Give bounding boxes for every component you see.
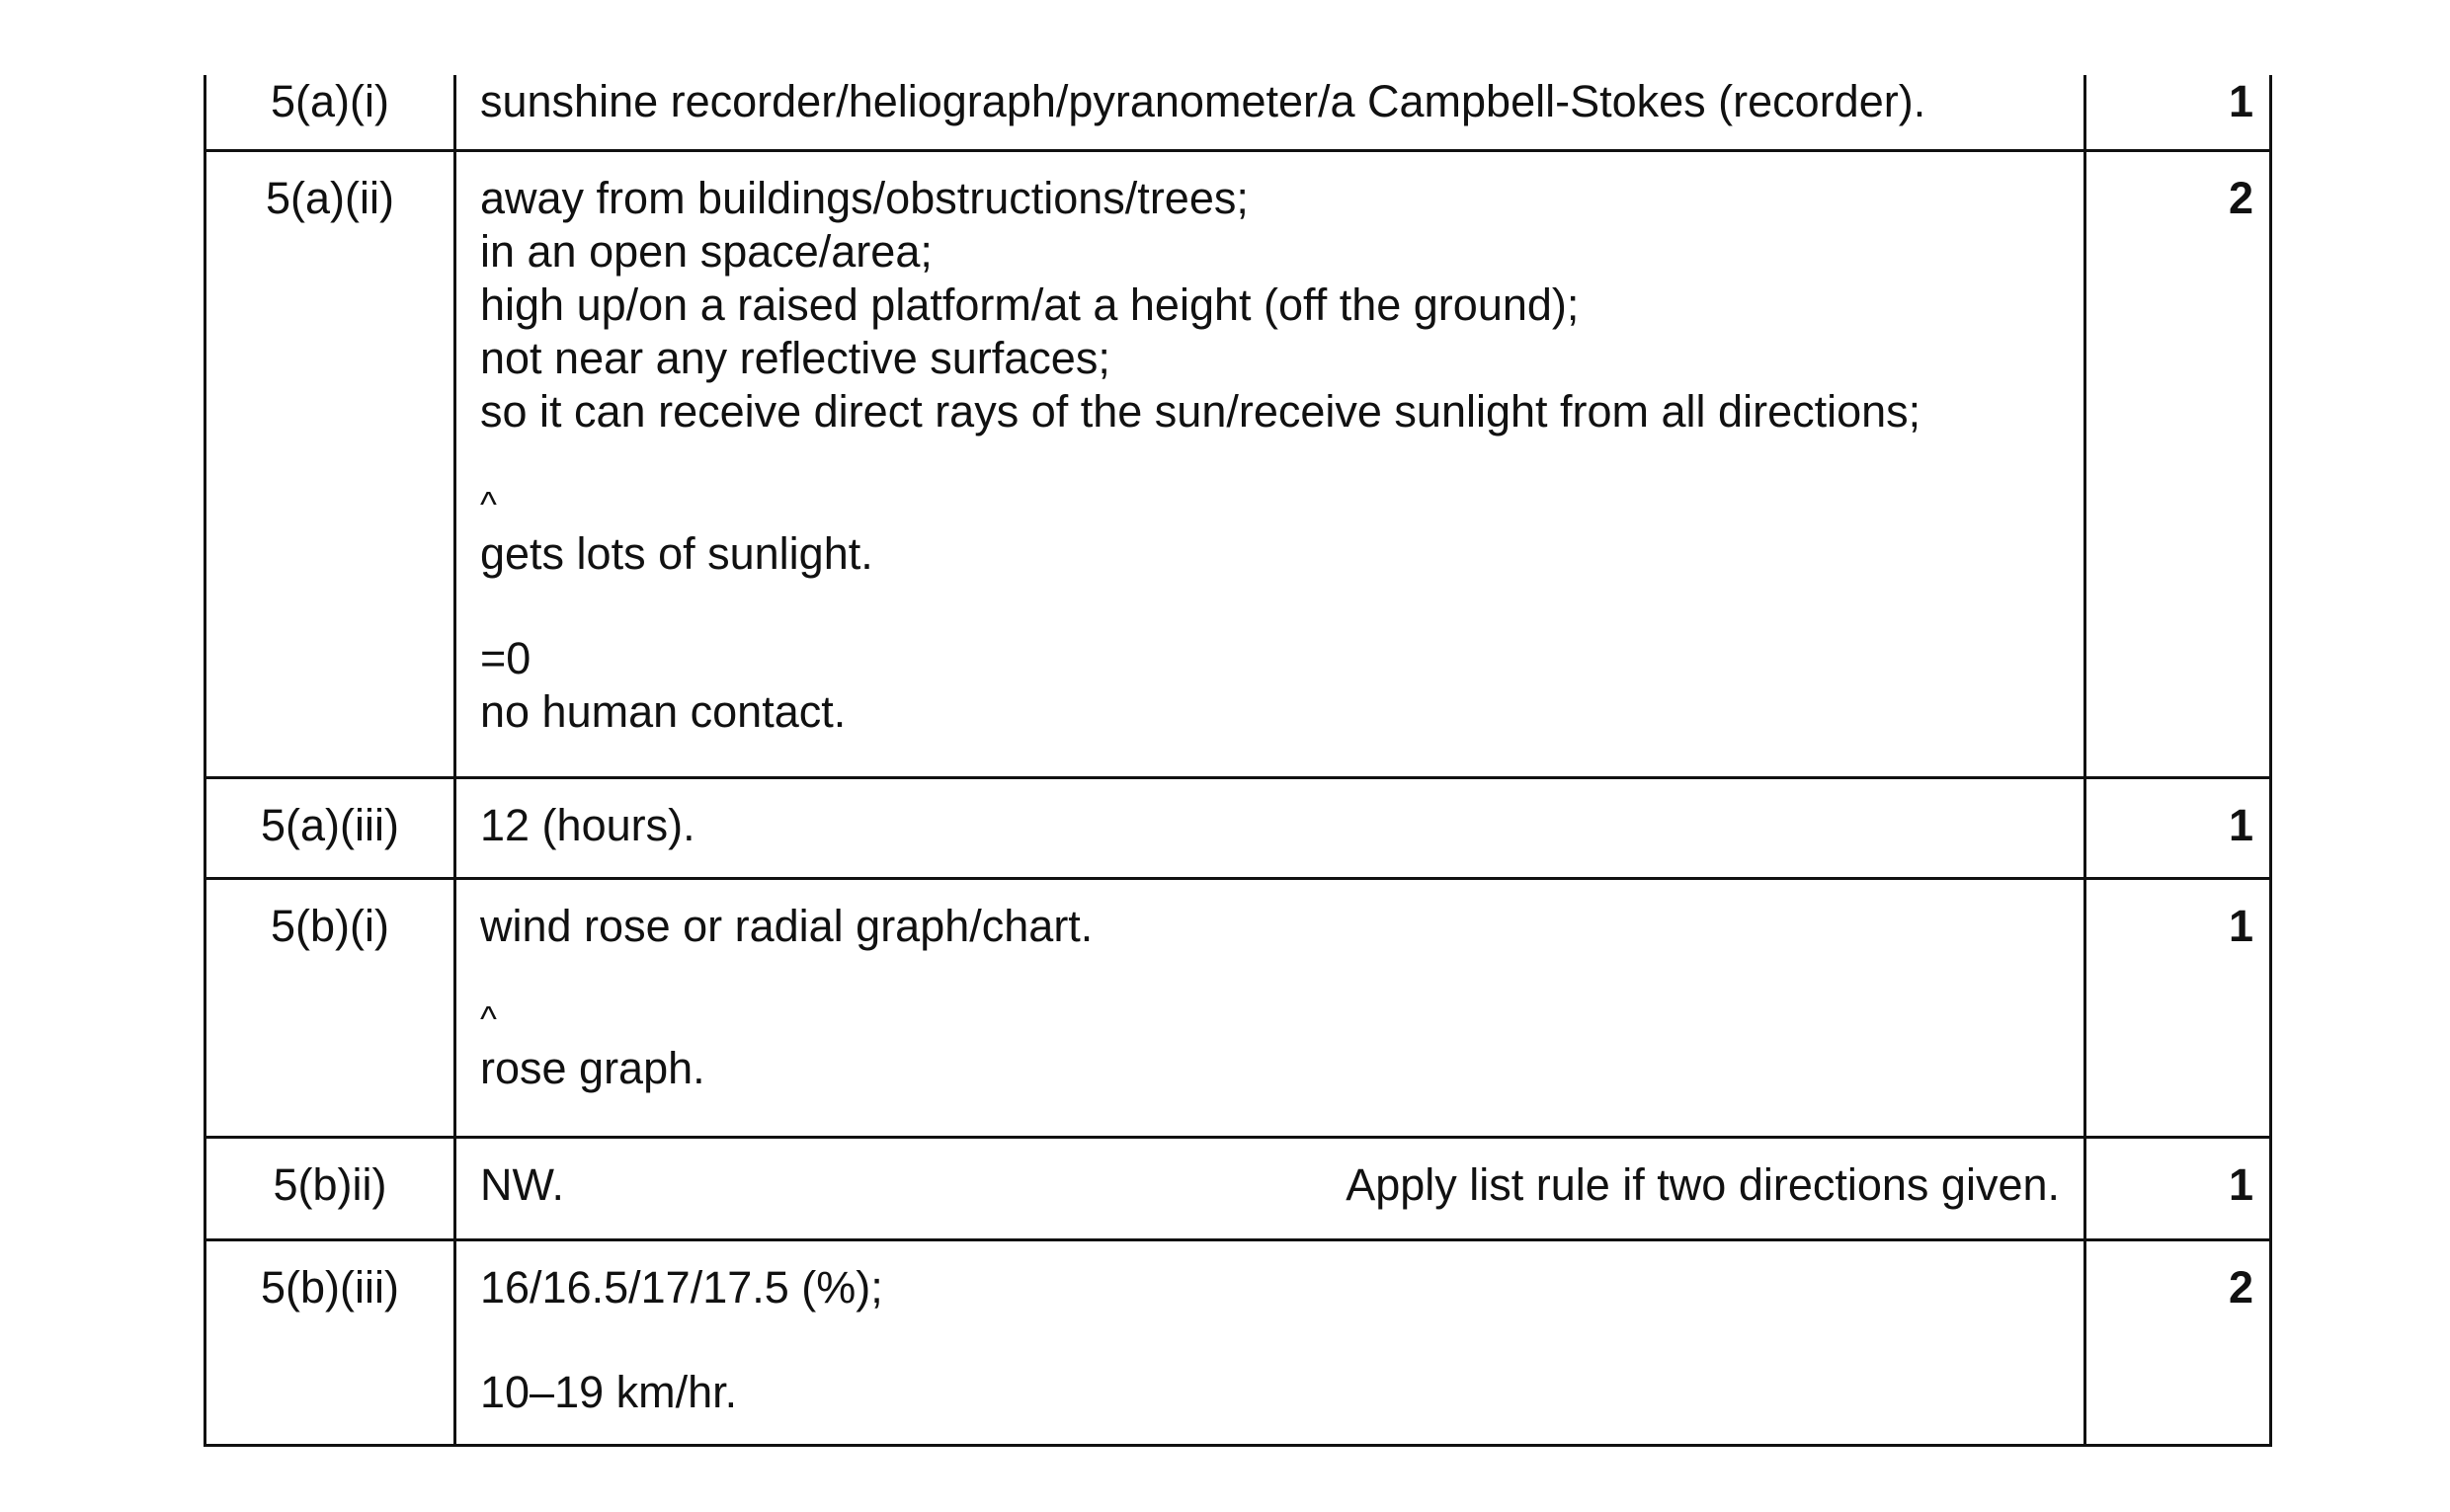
marks-cell	[2085, 1239, 2271, 1445]
guidance-note: Apply list rule if two directions given.	[1346, 1158, 2060, 1210]
answer-with-guidance	[480, 1158, 2060, 1212]
question-number: 5(a)(i)	[271, 76, 389, 126]
question-number-cell	[205, 75, 455, 150]
accept-note: gets lots of sunlight.	[480, 527, 873, 579]
zero-note: no human contact.	[480, 685, 847, 737]
spacer	[480, 1314, 2060, 1366]
table-row	[205, 1137, 2271, 1239]
marks-value: 1	[2228, 900, 2253, 951]
marks-value: 2	[2228, 1261, 2253, 1313]
spacer	[480, 953, 2060, 996]
marks-cell	[2085, 777, 2271, 878]
answer-line: in an open space/area;	[480, 225, 933, 277]
question-number-cell	[205, 777, 455, 878]
answer-cell	[455, 1239, 2085, 1445]
spacer	[480, 581, 2060, 632]
answer-line: wind rose or radial graph/chart.	[480, 900, 1094, 951]
answer-line: NW.	[480, 1158, 564, 1210]
marks-value: 1	[2228, 76, 2253, 126]
answer-line: not near any reflective surfaces;	[480, 332, 1110, 383]
answer-line: high up/on a raised platform/at a height (off the ground);	[480, 279, 1580, 330]
marks-value: 2	[2228, 172, 2253, 223]
table-row	[205, 150, 2271, 777]
answer-cell	[455, 150, 2085, 777]
answer-line: 10–19 km/hr.	[480, 1366, 738, 1417]
accept-symbol: ^	[480, 483, 497, 524]
answer-line: sunshine recorder/heliograph/pyranometer/a Campbell-Stokes (recorder).	[480, 76, 1926, 126]
table-row	[205, 1239, 2271, 1445]
answer-cell	[455, 878, 2085, 1137]
question-number-cell	[205, 1239, 455, 1445]
answer-cell	[455, 1137, 2085, 1239]
answer-cell	[455, 75, 2085, 150]
table-row	[205, 75, 2271, 150]
question-number: 5(b)ii)	[273, 1158, 387, 1210]
table-row	[205, 777, 2271, 878]
question-number-cell	[205, 150, 455, 777]
answer-line: 12 (hours).	[480, 799, 695, 850]
answer-line: away from buildings/obstructions/trees;	[480, 172, 1249, 223]
marks-value: 1	[2228, 1158, 2253, 1210]
question-number-cell	[205, 878, 455, 1137]
answer-line: so it can receive direct rays of the sun/receive sunlight from all directions;	[480, 385, 1921, 437]
marks-cell	[2085, 878, 2271, 1137]
mark-scheme-table	[204, 75, 2272, 1447]
question-number: 5(b)(iii)	[261, 1261, 399, 1313]
accept-symbol: ^	[480, 997, 497, 1039]
answer-cell	[455, 777, 2085, 878]
spacer	[480, 438, 2060, 482]
marks-value: 1	[2228, 799, 2253, 850]
accept-note: rose graph.	[480, 1042, 705, 1093]
table-row	[205, 878, 2271, 1137]
marks-cell	[2085, 1137, 2271, 1239]
answer-line: 16/16.5/17/17.5 (%);	[480, 1261, 883, 1313]
question-number: 5(a)(ii)	[266, 172, 394, 223]
question-number: 5(b)(i)	[271, 900, 389, 951]
marks-cell	[2085, 75, 2271, 150]
marks-cell	[2085, 150, 2271, 777]
question-number: 5(a)(iii)	[261, 799, 399, 850]
question-number-cell	[205, 1137, 455, 1239]
zero-symbol: =0	[480, 632, 531, 683]
